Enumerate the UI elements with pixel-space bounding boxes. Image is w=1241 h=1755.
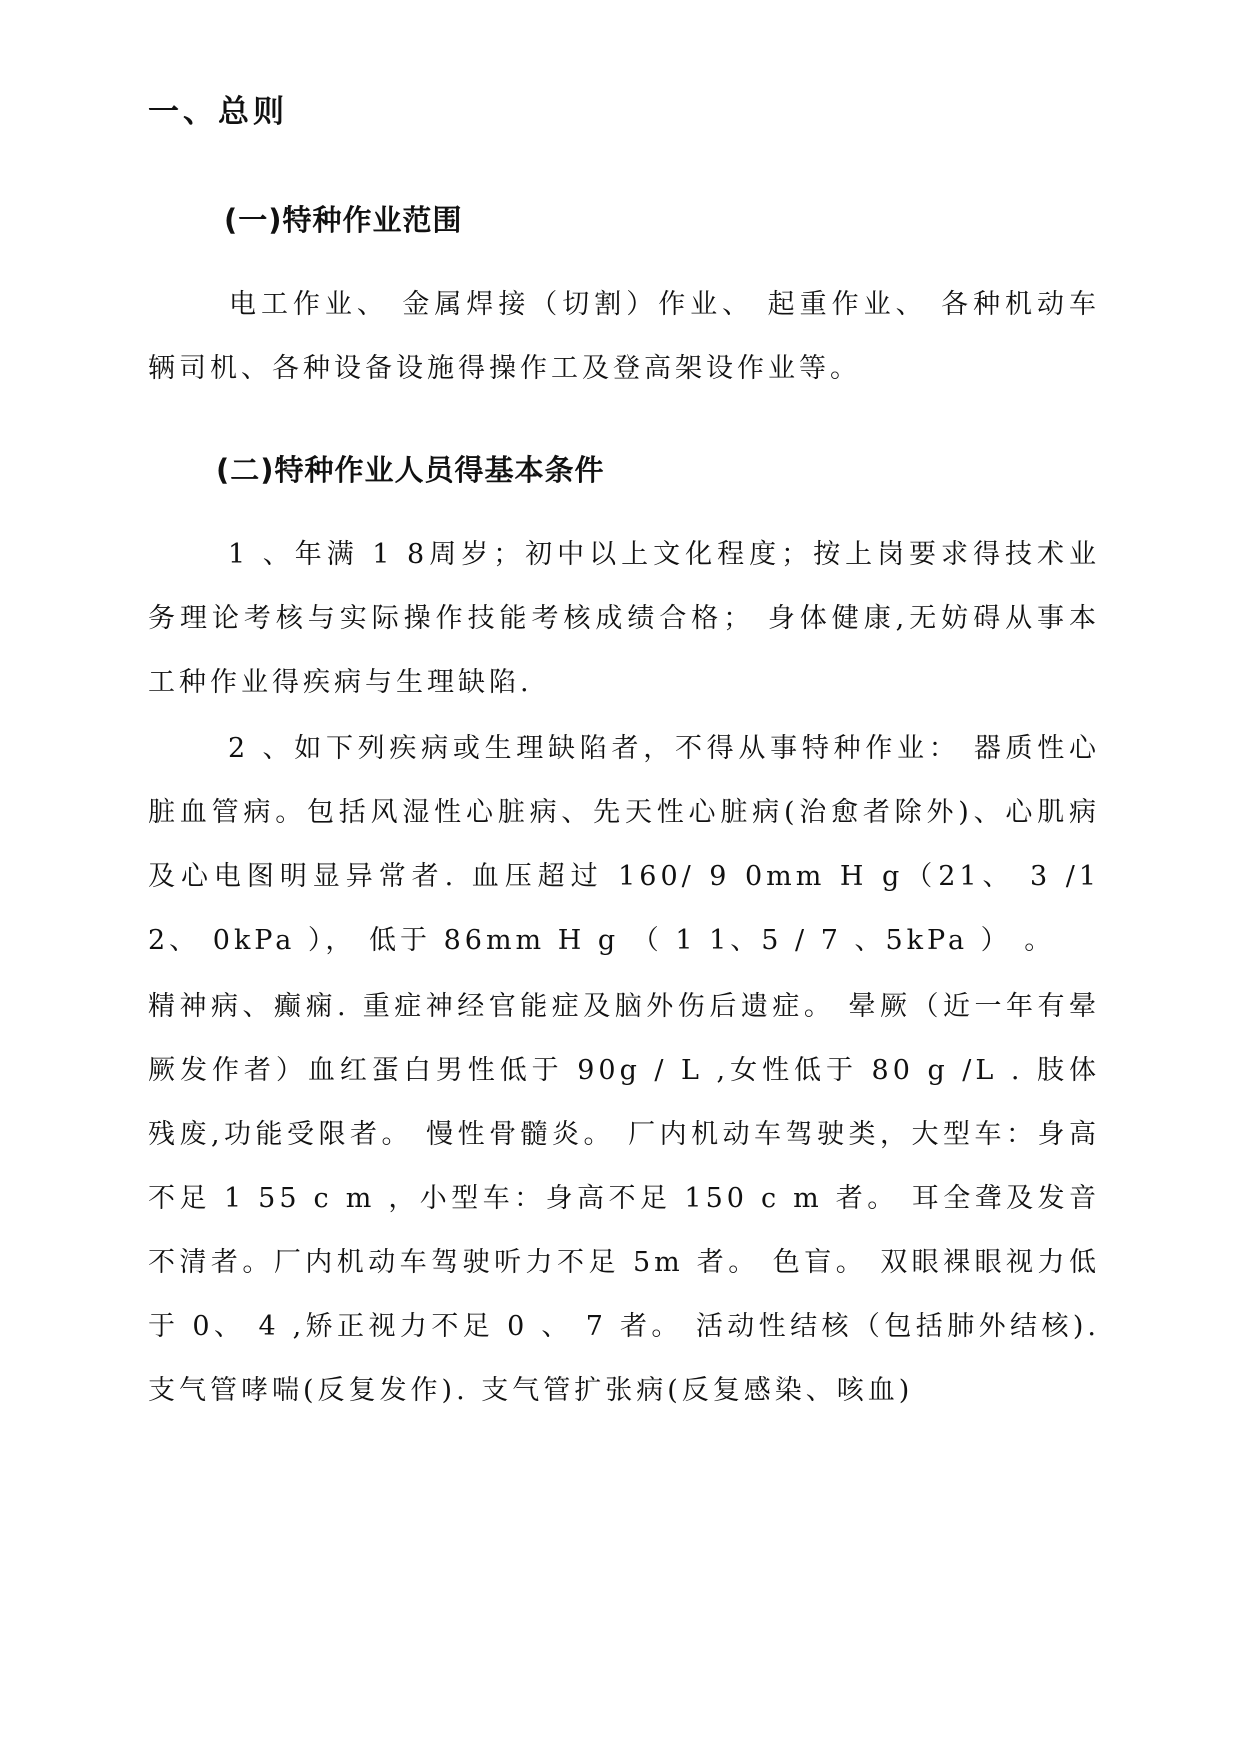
condition-item-1-text: 1 、年满 1 8周岁；初中以上文化程度；按上岗要求得技术业务理论考核与实际操作技能考核成绩合格； 身体健康,无妨碍从事本工种作业得疾病与生理缺陷. — [148, 539, 1100, 698]
condition-item-1 — [148, 523, 1100, 715]
scope-text: 电工作业、 金属焊接（切割）作业、 起重作业、 各种机动车辆司机、各种设备设施得操作工及登高架设作业等。 — [148, 289, 1100, 384]
scope-paragraph — [148, 273, 1100, 401]
scope-heading: (一)特种作业范围 — [224, 203, 463, 237]
section-title: 一、总则 — [148, 94, 288, 130]
condition-item-2-continued: 精神病、癫痫. 重症神经官能症及脑外伤后遗症。 晕厥（近一年有晕厥发作者）血红蛋白男性低于 90g / L ,女性低于 80 g /L . 肢体残废,功能受限者。 慢性骨髓炎。 厂内机动车驾驶类，大型车：身高不足 1 55 c m ，小型车：身高不足 150 c m 者。 耳全聋及发音不清者。厂内机动车驾驶听力不足 5m 者。 色盲。 双眼裸眼视力低于 0、 4 ,矫正视力不足 0 、 7 者。 活动性结核（包括肺外结核). 支气管哮喘(反复发作). 支气管扩张病(反复感染、咳血) — [148, 991, 1100, 1406]
condition-item-2-text: 2 、如下列疾病或生理缺陷者，不得从事特种作业： 器质性心脏血管病。包括风湿性心脏病、先天性心脏病(治愈者除外)、心肌病及心电图明显异常者. 血压超过 160/ 9 0mm H g（21、 3 /12、 0kPa ）， 低于 86mm H g （ 1 1、5 / 7 、5kPa ） 。 — [148, 733, 1100, 956]
conditions-heading: (二)特种作业人员得基本条件 — [216, 453, 605, 487]
condition-item-2 — [148, 717, 1100, 973]
